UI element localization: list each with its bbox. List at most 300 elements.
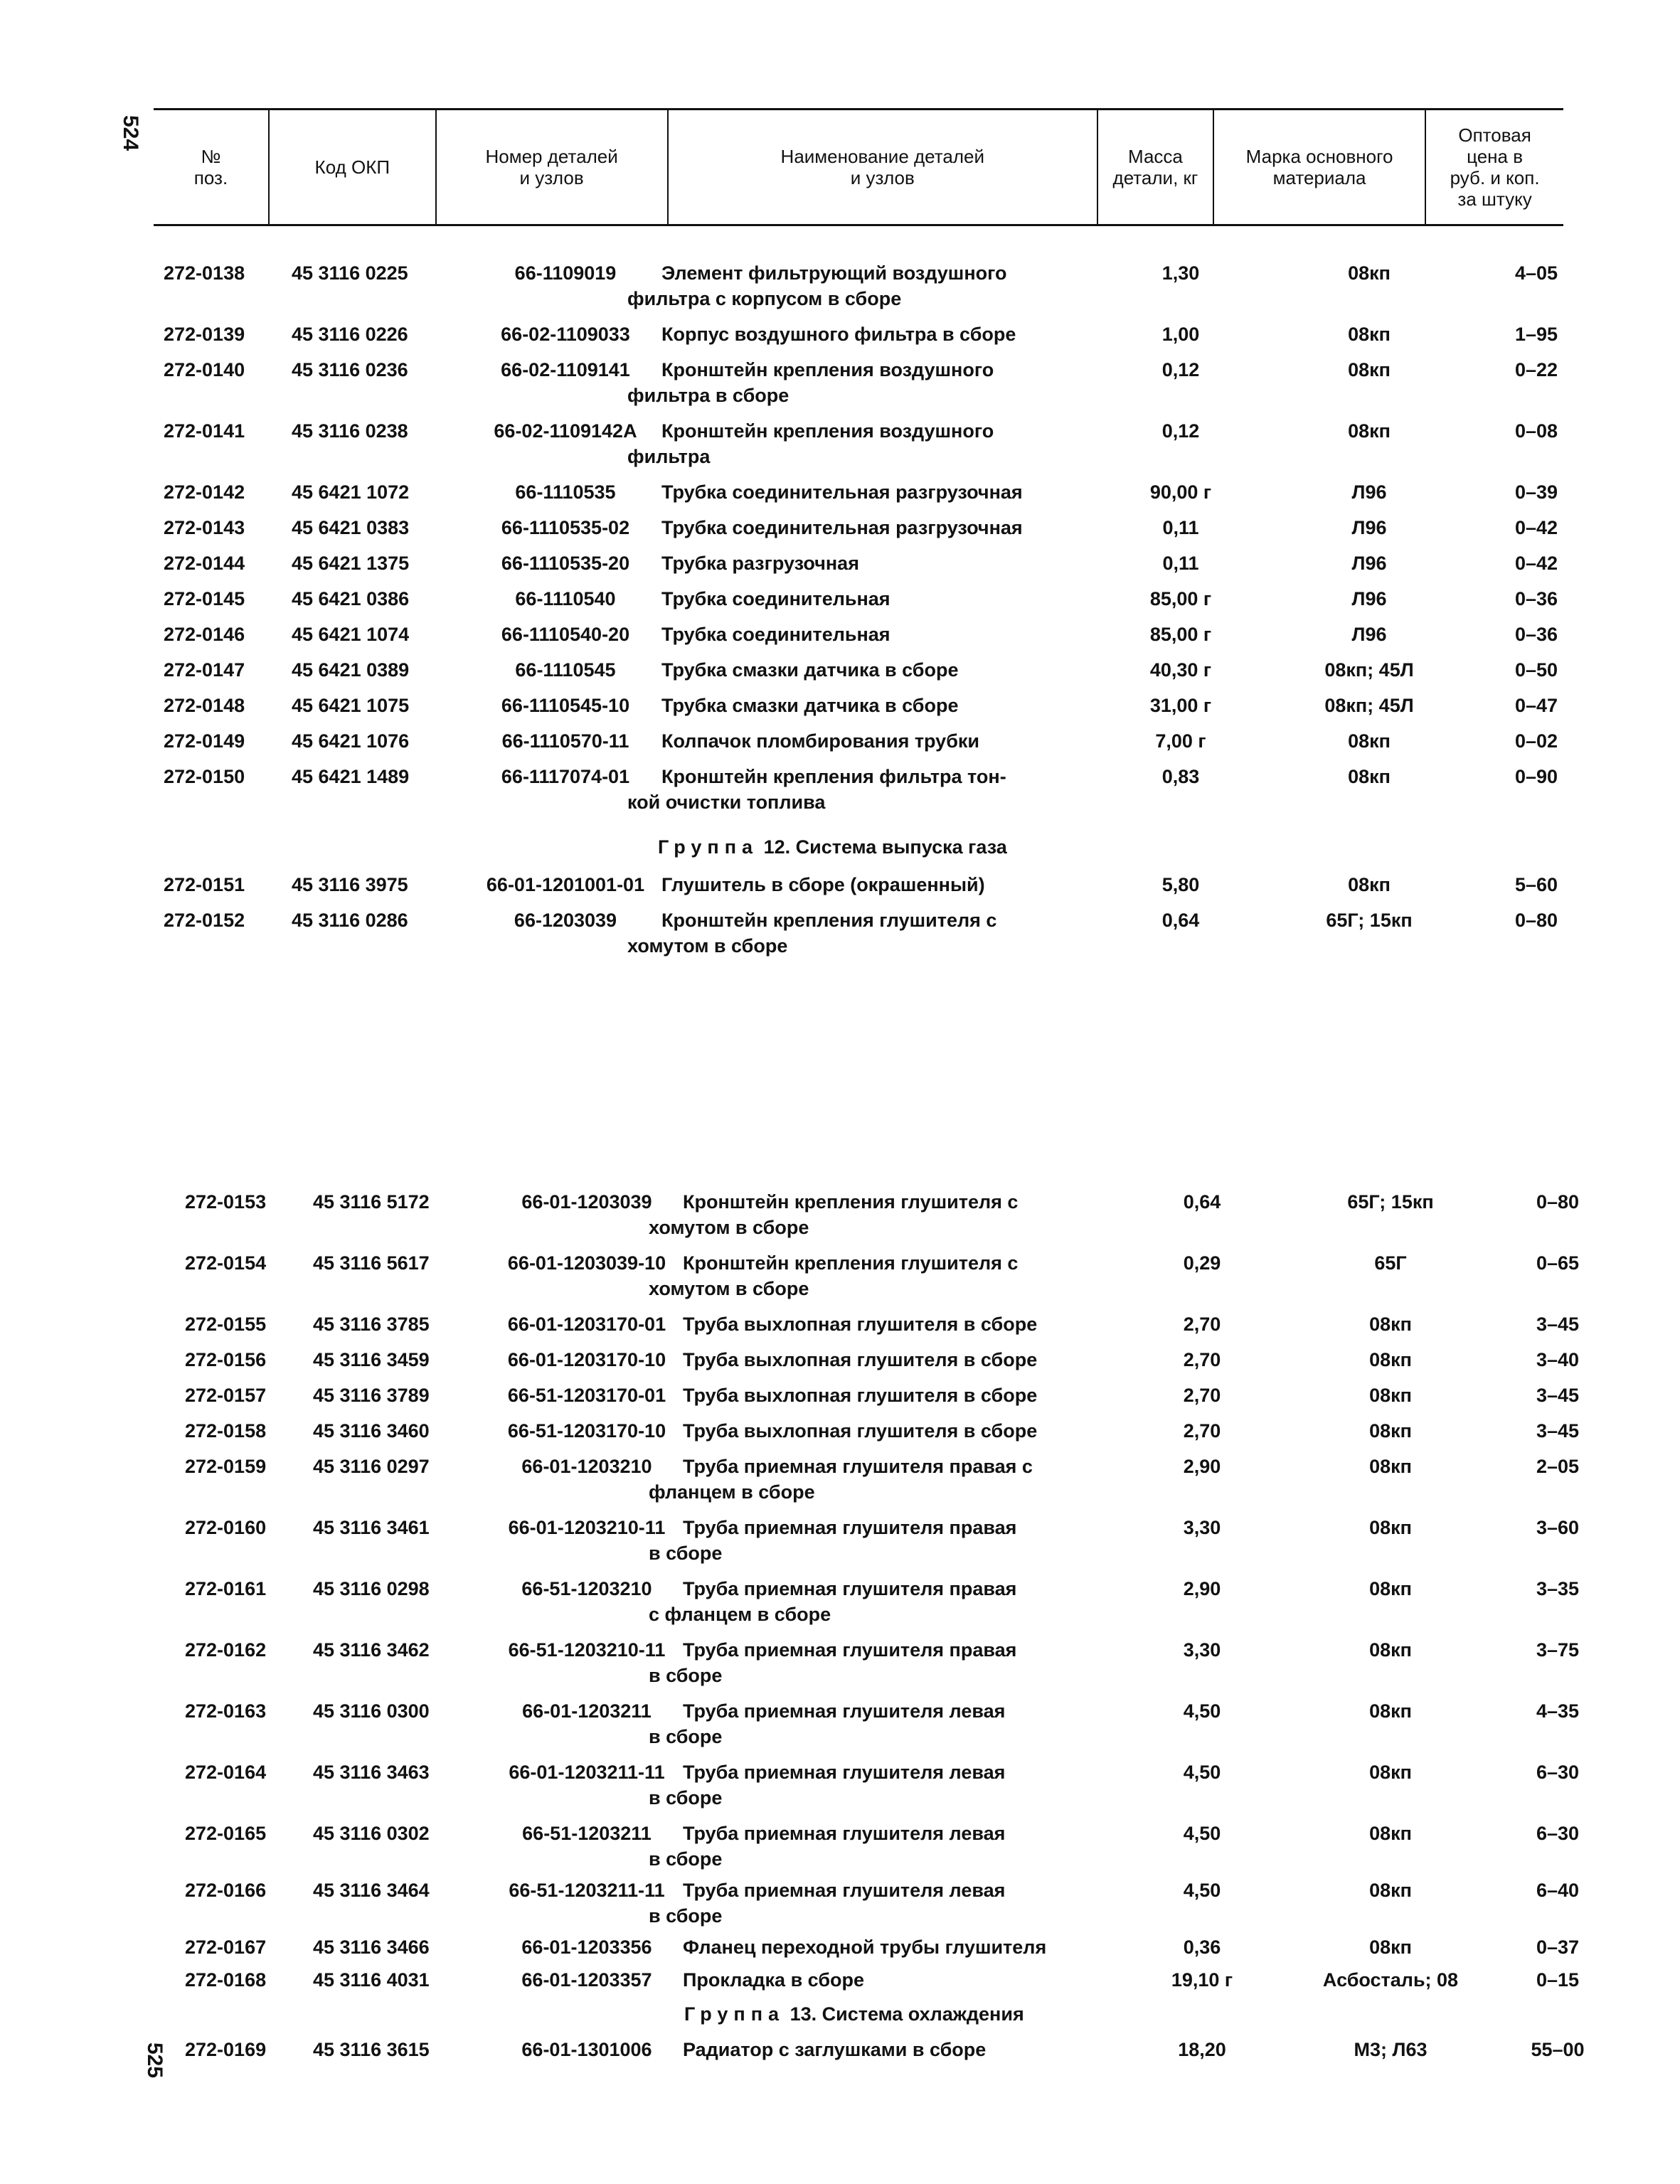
row-pos: 272-0166 [185, 1880, 267, 1901]
row-mass: 31,00 г [1149, 695, 1212, 716]
row-okp: 45 6421 1075 [292, 695, 410, 716]
row-pos: 272-0145 [164, 588, 245, 609]
row-name-line-1: Труба приемная глушителя левая [683, 1762, 1006, 1783]
row-name-line-1: Труба выхлопная глушителя в сборе [683, 1314, 1038, 1335]
row-okp: 45 3116 4031 [313, 1969, 430, 1991]
row-pos: 272-0152 [164, 910, 245, 931]
row-name-line-1: Труба приемная глушителя правая [683, 1578, 1017, 1599]
table-row [185, 1383, 1636, 1415]
row-material: 08кп; 45Л [1324, 659, 1414, 681]
row-part-number: 66-1110540-20 [501, 624, 630, 645]
row-price: 6–30 [1536, 1823, 1580, 1844]
row-material: 08кп [1369, 1420, 1412, 1442]
row-name [627, 550, 1068, 576]
table-row [164, 418, 1615, 467]
row-mass: 4,50 [1183, 1880, 1221, 1901]
row-name [649, 1698, 1090, 1749]
row-price: 3–45 [1536, 1385, 1580, 1406]
row-name-line-2: фланцем в сборе [649, 1481, 815, 1503]
row-mass: 3,30 [1183, 1517, 1221, 1538]
row-name [627, 693, 1068, 718]
row-pos: 272-0151 [164, 874, 245, 895]
row-mass: 0,12 [1161, 420, 1200, 442]
row-price: 0–80 [1514, 910, 1558, 931]
table-row [164, 586, 1615, 619]
row-mass: 0,11 [1162, 553, 1199, 574]
row-price: 3–75 [1536, 1639, 1580, 1661]
row-name [627, 728, 1068, 754]
row-name-line-2: в сборе [649, 1848, 723, 1870]
row-mass: 85,00 г [1149, 588, 1212, 609]
row-okp: 45 3116 3785 [313, 1314, 430, 1335]
row-part-number: 66-01-1203039 [521, 1191, 652, 1213]
row-price: 0–39 [1514, 481, 1558, 503]
row-part-number: 66-51-1203170-01 [507, 1385, 666, 1406]
row-mass: 2,90 [1183, 1456, 1221, 1477]
row-okp: 45 3116 0302 [313, 1823, 430, 1844]
table-row [185, 2037, 1636, 2070]
table-row [185, 1637, 1636, 1686]
row-price: 0–42 [1514, 517, 1558, 538]
row-material: Л96 [1351, 553, 1387, 574]
table-row [185, 1576, 1636, 1625]
row-material: 08кп [1348, 420, 1391, 442]
row-price: 0–37 [1536, 1937, 1580, 1958]
row-pos: 272-0155 [185, 1314, 267, 1335]
row-name-line-1: Колпачок пломбирования трубки [661, 730, 979, 752]
row-pos: 272-0165 [185, 1823, 267, 1844]
row-price: 0–02 [1514, 730, 1558, 752]
row-name [649, 1250, 1090, 1301]
row-name [627, 515, 1068, 540]
table-row [164, 260, 1615, 309]
row-pos: 272-0144 [164, 553, 245, 574]
row-mass: 2,70 [1183, 1420, 1221, 1442]
row-mass: 90,00 г [1149, 481, 1212, 503]
row-part-number: 66-01-1301006 [521, 2039, 652, 2060]
row-pos: 272-0160 [185, 1517, 267, 1538]
row-material: Л96 [1351, 588, 1387, 609]
row-pos: 272-0153 [185, 1191, 267, 1213]
row-material: 08кп [1369, 1517, 1412, 1538]
row-price: 55–00 [1531, 2039, 1585, 2060]
row-pos: 272-0157 [185, 1385, 267, 1406]
row-pos: 272-0163 [185, 1700, 267, 1722]
row-price: 5–60 [1514, 874, 1558, 895]
row-mass: 4,50 [1183, 1700, 1221, 1722]
row-part-number: 66-51-1203210-11 [508, 1639, 666, 1661]
table-row [185, 1759, 1636, 1809]
row-part-number: 66-1110535 [515, 481, 616, 503]
header-price: Оптовая цена в руб. и коп. за штуку [1450, 124, 1540, 210]
row-pos: 272-0146 [164, 624, 245, 645]
row-material: 08кп [1369, 1880, 1412, 1901]
group-13-text: 13. Система охлаждения [790, 2003, 1024, 2025]
row-mass: 0,36 [1183, 1937, 1221, 1958]
row-name-line-1: Труба приемная глушителя правая с [683, 1456, 1033, 1477]
row-pos: 272-0164 [185, 1762, 267, 1783]
row-price: 0–65 [1536, 1252, 1580, 1274]
row-name [627, 321, 1068, 347]
row-okp: 45 3116 5617 [313, 1252, 430, 1274]
row-okp: 45 3116 0236 [292, 359, 408, 380]
row-okp: 45 3116 0298 [313, 1578, 430, 1599]
row-name-line-2: в сборе [649, 1665, 723, 1686]
row-okp: 45 3116 3463 [313, 1762, 430, 1783]
row-name-line-1: Трубка соединительная [661, 624, 890, 645]
row-mass: 1,00 [1161, 324, 1200, 345]
row-name [649, 1967, 1090, 1993]
row-material: 08кп [1369, 1349, 1412, 1370]
row-okp: 45 6421 1072 [292, 481, 410, 503]
row-name [649, 1189, 1090, 1240]
row-part-number: 66-01-1203039-10 [507, 1252, 666, 1274]
row-pos: 272-0149 [164, 730, 245, 752]
table-row [185, 1311, 1636, 1344]
row-name-line-1: Труба выхлопная глушителя в сборе [683, 1385, 1038, 1406]
row-name [649, 1383, 1090, 1408]
row-name-line-1: Элемент фильтрующий воздушного [661, 262, 1007, 284]
row-name-line-1: Глушитель в сборе (окрашенный) [661, 874, 985, 895]
row-pos: 272-0159 [185, 1456, 267, 1477]
row-price: 4–05 [1514, 262, 1558, 284]
row-name-line-1: Труба выхлопная глушителя в сборе [683, 1349, 1038, 1370]
table-row [185, 1934, 1636, 1967]
table-row [164, 728, 1615, 761]
table-row [185, 1347, 1636, 1380]
table-row [185, 1698, 1636, 1747]
row-pos: 272-0148 [164, 695, 245, 716]
row-price: 0–15 [1536, 1969, 1580, 1991]
row-price: 1–95 [1514, 324, 1558, 345]
row-okp: 45 6421 1076 [292, 730, 410, 752]
row-part-number: 66-51-1203210 [521, 1578, 652, 1599]
row-pos: 272-0167 [185, 1937, 267, 1958]
header-material: Марка основного материала [1214, 110, 1426, 224]
row-name-line-1: Кронштейн крепления фильтра тон- [661, 766, 1006, 787]
row-price: 0–80 [1536, 1191, 1580, 1213]
row-price: 0–50 [1514, 659, 1558, 681]
row-part-number: 66-01-1203170-01 [507, 1314, 666, 1335]
row-pos: 272-0158 [185, 1420, 267, 1442]
row-name-line-1: Кронштейн крепления глушителя с [683, 1191, 1019, 1213]
row-name [627, 479, 1068, 505]
row-mass: 7,00 г [1155, 730, 1206, 752]
row-part-number: 66-01-1203211 [522, 1700, 652, 1722]
table-row [164, 622, 1615, 654]
row-name-line-1: Фланец переходной трубы глушителя [683, 1937, 1047, 1958]
row-price: 0–22 [1514, 359, 1558, 380]
row-part-number: 66-1110545 [515, 659, 616, 681]
row-material: 08кп [1369, 1823, 1412, 1844]
row-material: 08кп [1348, 324, 1391, 345]
row-name [649, 1418, 1090, 1444]
row-okp: 45 6421 1375 [292, 553, 410, 574]
row-name-line-2: с фланцем в сборе [649, 1604, 831, 1625]
row-name-line-1: Кронштейн крепления воздушного [661, 359, 994, 380]
row-material: 08кп [1348, 359, 1391, 380]
row-material: Асбосталь; 08 [1322, 1969, 1459, 1991]
row-material: 08кп [1369, 1314, 1412, 1335]
row-pos: 272-0169 [185, 2039, 267, 2060]
row-mass: 0,12 [1161, 359, 1200, 380]
row-material: 08кп [1369, 1639, 1412, 1661]
row-part-number: 66-02-1109141 [501, 359, 630, 380]
row-material: 08кп [1348, 766, 1391, 787]
row-okp: 45 3116 3464 [313, 1880, 430, 1901]
row-part-number: 66-1110535-20 [501, 553, 630, 574]
header-pos: № поз. [154, 110, 270, 224]
table-row [185, 1821, 1636, 1870]
table-row [185, 1877, 1636, 1927]
row-name [649, 1347, 1090, 1373]
row-okp: 45 3116 3789 [313, 1385, 430, 1406]
row-mass: 2,90 [1183, 1578, 1221, 1599]
row-part-number: 66-1110570-11 [501, 730, 629, 752]
table-row [185, 1515, 1636, 1564]
row-okp: 45 3116 0238 [292, 420, 408, 442]
row-okp: 45 6421 0389 [292, 659, 410, 681]
row-name-line-1: Кронштейн крепления воздушного [661, 420, 994, 442]
row-name-line-1: Трубка соединительная разгрузочная [661, 517, 1023, 538]
row-part-number: 66-02-1109142А [494, 420, 637, 442]
row-name [649, 1934, 1090, 1960]
group-13-title [684, 2003, 1024, 2025]
row-mass: 0,29 [1183, 1252, 1221, 1274]
row-okp: 45 3116 0226 [292, 324, 408, 345]
header-mass: Масса детали, кг [1098, 110, 1214, 224]
table-row [164, 321, 1615, 354]
row-name [649, 1821, 1090, 1872]
row-price: 0–36 [1514, 588, 1558, 609]
table-header [154, 108, 1563, 226]
row-okp: 45 3116 3462 [313, 1639, 430, 1661]
row-name-line-2: фильтра в сборе [627, 385, 790, 406]
row-mass: 1,30 [1161, 262, 1200, 284]
page-number-bottom: 525 [143, 2042, 167, 2079]
row-name-line-1: Радиатор с заглушками в сборе [683, 2039, 987, 2060]
row-okp: 45 6421 0386 [292, 588, 410, 609]
row-price: 4–35 [1536, 1700, 1580, 1722]
row-mass: 85,00 г [1149, 624, 1212, 645]
row-part-number: 66-51-1203170-10 [507, 1420, 666, 1442]
group-12-text: 12. Система выпуска газа [763, 836, 1007, 858]
row-pos: 272-0156 [185, 1349, 267, 1370]
row-mass: 0,83 [1161, 766, 1200, 787]
row-name-line-1: Труба выхлопная глушителя в сборе [683, 1420, 1038, 1442]
row-pos: 272-0154 [185, 1252, 267, 1274]
row-name [649, 1515, 1090, 1566]
row-price: 3–60 [1536, 1517, 1580, 1538]
table-row [164, 550, 1615, 583]
table-row [185, 1250, 1636, 1299]
row-part-number: 66-1110540 [515, 588, 616, 609]
row-name-line-1: Трубка смазки датчика в сборе [661, 659, 959, 681]
row-okp: 45 3116 0297 [313, 1456, 430, 1477]
row-name-line-2: фильтра [627, 446, 711, 467]
row-material: 08кп [1348, 730, 1391, 752]
row-part-number: 66-1110535-02 [501, 517, 630, 538]
row-name [627, 622, 1068, 647]
row-okp: 45 3116 3466 [313, 1937, 430, 1958]
row-name-line-1: Труба приемная глушителя левая [683, 1823, 1006, 1844]
row-pos: 272-0150 [164, 766, 245, 787]
row-material: 65Г [1374, 1252, 1407, 1274]
row-mass: 2,70 [1183, 1349, 1221, 1370]
row-material: 65Г; 15кп [1347, 1191, 1434, 1213]
table-row [185, 1189, 1636, 1238]
row-mass: 4,50 [1183, 1762, 1221, 1783]
row-material: 08кп [1369, 1700, 1412, 1722]
row-name [649, 1454, 1090, 1505]
row-material: 08кп [1369, 1578, 1412, 1599]
row-part-number: 66-1203039 [514, 910, 617, 931]
page-number-top: 524 [119, 114, 143, 151]
row-price: 3–45 [1536, 1314, 1580, 1335]
row-material: 08кп [1369, 1937, 1412, 1958]
row-price: 0–47 [1514, 695, 1558, 716]
row-name-line-1: Трубка смазки датчика в сборе [661, 695, 959, 716]
row-material: 08кп [1369, 1456, 1412, 1477]
row-name [649, 1311, 1090, 1337]
row-material: 08кп [1369, 1385, 1412, 1406]
row-mass: 4,50 [1183, 1823, 1221, 1844]
row-name-line-2: кой очистки топлива [627, 792, 826, 813]
row-name-line-2: хомутом в сборе [627, 935, 788, 957]
group-12-label: Группа [658, 836, 759, 858]
row-okp: 45 6421 1074 [292, 624, 410, 645]
table-row [164, 479, 1615, 512]
row-part-number: 66-01-1203356 [521, 1937, 652, 1958]
header-okp: Код ОКП [270, 110, 437, 224]
row-material: Л96 [1351, 517, 1387, 538]
row-name-line-2: хомутом в сборе [649, 1278, 809, 1299]
row-mass: 0,11 [1162, 517, 1199, 538]
row-price: 0–36 [1514, 624, 1558, 645]
table-row [164, 764, 1615, 813]
row-material: 08кп [1369, 1762, 1412, 1783]
row-name-line-1: Трубка соединительная [661, 588, 890, 609]
row-okp: 45 6421 1489 [292, 766, 410, 787]
row-price: 0–08 [1514, 420, 1558, 442]
row-price: 2–05 [1536, 1456, 1580, 1477]
row-part-number: 66-01-1203210-11 [508, 1517, 666, 1538]
row-material: 65Г; 15кп [1326, 910, 1413, 931]
table-row [185, 1454, 1636, 1503]
row-material: 08кп [1348, 874, 1391, 895]
row-okp: 45 3116 3975 [292, 874, 408, 895]
row-name-line-1: Корпус воздушного фильтра в сборе [661, 324, 1016, 345]
row-price: 0–42 [1514, 553, 1558, 574]
row-name [649, 1759, 1090, 1811]
row-okp: 45 3116 5172 [313, 1191, 430, 1213]
table-row [164, 907, 1615, 957]
row-material: Л96 [1351, 481, 1387, 503]
row-mass: 3,30 [1183, 1639, 1221, 1661]
group-13-label: Группа [684, 2003, 785, 2025]
row-pos: 272-0142 [164, 481, 245, 503]
row-price: 3–40 [1536, 1349, 1580, 1370]
row-part-number: 66-01-1203211-11 [509, 1762, 665, 1783]
row-part-number: 66-01-1203357 [521, 1969, 652, 1991]
row-okp: 45 3116 3615 [313, 2039, 430, 2060]
row-okp: 45 3116 0286 [292, 910, 408, 931]
row-name-line-1: Кронштейн крепления глушителя с [661, 910, 997, 931]
row-pos: 272-0143 [164, 517, 245, 538]
row-name [627, 907, 1068, 959]
row-material: 08кп; 45Л [1324, 695, 1414, 716]
row-mass: 5,80 [1161, 874, 1200, 895]
row-part-number: 66-51-1203211-11 [509, 1880, 665, 1901]
row-part-number: 66-51-1203211 [522, 1823, 652, 1844]
row-pos: 272-0168 [185, 1969, 267, 1991]
row-price: 3–45 [1536, 1420, 1580, 1442]
row-name [627, 586, 1068, 612]
row-name [627, 872, 1068, 897]
row-okp: 45 3116 3461 [313, 1517, 430, 1538]
row-name-line-1: Трубка разгрузочная [661, 553, 859, 574]
header-part-name: Наименование деталей и узлов [669, 110, 1098, 224]
row-name-line-1: Труба приемная глушителя правая [683, 1517, 1017, 1538]
row-name [627, 260, 1068, 311]
row-okp: 45 3116 3460 [313, 1420, 430, 1442]
row-name [649, 1576, 1090, 1627]
row-okp: 45 3116 0225 [292, 262, 408, 284]
row-mass: 0,64 [1161, 910, 1200, 931]
row-name-line-1: Труба приемная глушителя левая [683, 1880, 1006, 1901]
row-price: 0–90 [1514, 766, 1558, 787]
row-pos: 272-0147 [164, 659, 245, 681]
row-mass: 0,64 [1183, 1191, 1221, 1213]
row-okp: 45 3116 0300 [313, 1700, 430, 1722]
row-name [627, 764, 1068, 815]
table-row [164, 357, 1615, 406]
row-name [627, 357, 1068, 408]
header-part-number: Номер деталей и узлов [437, 110, 669, 224]
row-price: 6–30 [1536, 1762, 1580, 1783]
row-okp: 45 6421 0383 [292, 517, 410, 538]
row-pos: 272-0139 [164, 324, 245, 345]
table-row [164, 657, 1615, 690]
row-part-number: 66-1109019 [514, 262, 617, 284]
row-name [649, 2037, 1090, 2062]
row-pos: 272-0141 [164, 420, 245, 442]
row-name [649, 1637, 1090, 1688]
row-name-line-2: хомутом в сборе [649, 1217, 809, 1238]
row-mass: 40,30 г [1149, 659, 1212, 681]
row-part-number: 66-01-1203170-10 [507, 1349, 666, 1370]
row-pos: 272-0161 [185, 1578, 267, 1599]
table-row [185, 1967, 1636, 2000]
row-mass: 2,70 [1183, 1385, 1221, 1406]
row-name [627, 418, 1068, 469]
row-part-number: 66-1110545-10 [501, 695, 630, 716]
row-part-number: 66-01-1201001-01 [486, 874, 645, 895]
row-pos: 272-0140 [164, 359, 245, 380]
row-mass: 19,10 г [1171, 1969, 1233, 1991]
row-part-number: 66-01-1203210 [521, 1456, 652, 1477]
row-name-line-1: Труба приемная глушителя левая [683, 1700, 1006, 1722]
row-pos: 272-0162 [185, 1639, 267, 1661]
row-name-line-1: Труба приемная глушителя правая [683, 1639, 1017, 1661]
row-name-line-1: Прокладка в сборе [683, 1969, 865, 1991]
row-part-number: 66-1117074-01 [501, 766, 630, 787]
row-name-line-2: в сборе [649, 1543, 723, 1564]
row-name-line-2: в сборе [649, 1905, 723, 1927]
row-name [627, 657, 1068, 683]
row-name [649, 1877, 1090, 1929]
row-name-line-1: Кронштейн крепления глушителя с [683, 1252, 1019, 1274]
